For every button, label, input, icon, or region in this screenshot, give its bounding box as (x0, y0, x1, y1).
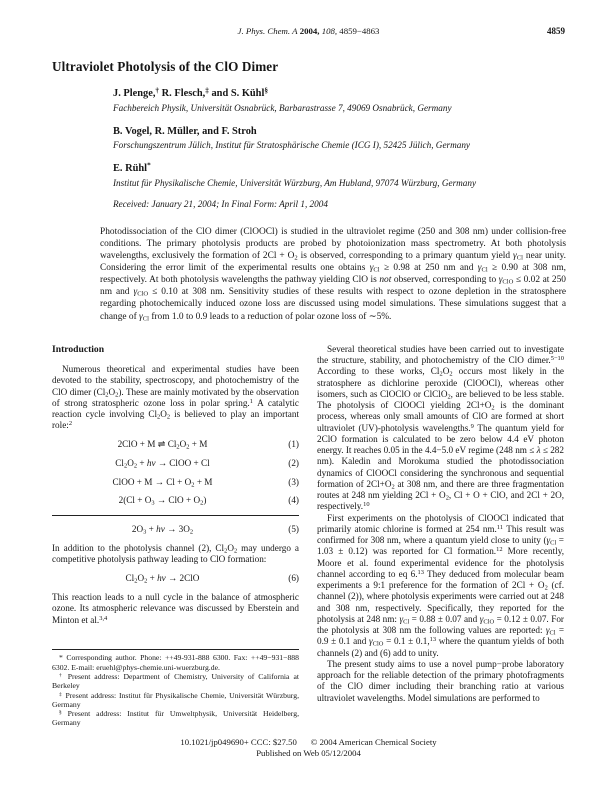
right-paragraph-3: The present study aims to use a novel pump−probe laboratory approach for the reliable detection of the primary photofragments of the ClO dimer including their branching ratio at various ultraviolet wavelengths. Model simulations are performed to (317, 658, 564, 703)
equation-5 (52, 524, 299, 535)
footer-doi-line (52, 737, 565, 749)
footnote-present-address-3: § Present address: Institut für Umweltphysik, Universität Heidelberg, Germany (52, 709, 299, 728)
footnote-present-address-1: † Present address: Department of Chemistry, University of California at Berkeley (52, 671, 299, 691)
left-column (52, 344, 299, 728)
author-affiliation: Fachbereich Physik, Universität Osnabrück, Barbarastrasse 7, 49069 Osnabrück, Germany (113, 102, 452, 113)
intro-paragraph-2: In addition to the photolysis channel (2), $Cl_2O_2$ may undergo a competitive photolysis pathway leading to ClO formation: (52, 542, 299, 564)
page-header (52, 26, 565, 38)
author-names: E. Rühl* (113, 161, 151, 174)
footnote-corresponding-author: * Corresponding author. Phone: ++49-931-888 6300. Fax: ++49−931−888 6302. E-mail: eruehl@phys-chemie.uni-wuerzburg.de. (52, 653, 299, 672)
footnote-rule (52, 649, 299, 650)
abstract: Photodissociation of the ClO dimer (ClOOCl) is studied in the ultraviolet regime (250 and 308 nm) under collision-free conditions. The primary photolysis products are probed by photoionization mass spectrometry. At both photolysis wavelengths, exclusively the formation of $2Cl + O_2$ is observed, corresponding to a primary quantum yield $\gamma_{Cl}$ near unity. Considering the error limit of the experimental results one obtains $\gamma_{Cl} \ge 0.98$ at 250 nm and $\gamma_{Cl} \ge 0.90$ at 308 nm, respectively. At both photolysis wavelengths the pathway yielding ClO is not observed, corresponding to $\gamma_{ClO} \le 0.02$ at 250 nm and $\gamma_{ClO} \le 0.10$ at 308 nm. Sensitivity studies of these results with respect to ozone depletion in the stratosphere regarding photochemically induced ozone loss are discussed using model simulations. These simulations suggest that a change of $\gamma_{Cl}$ from 1.0 to 0.9 leads to a reduction of polar ozone loss of ∼5%. (100, 226, 566, 323)
right-paragraph-2: First experiments on the photolysis of ClOOCl indicated that primarily atomic chlorine is formed at 254 nm.$^{11}$ This result was confirmed for 308 nm, where a quantum yield close to unity $(\gamma_{Cl} = 1.03 \pm 0.12)$ was reported for Cl formation.$^{12}$ More recently, Moore et al. found experimental evidence for the photolysis channel according to eq 6.13 They deduced from molecular beam experiments a 9:1 preference for the formation of $2Cl + O_2$ (cf. channel (2)), where photolysis experiments were carried out at 248 and 308 nm, respectively. Specifically, they reported for the photolysis at 248 nm: $\gamma_{Cl} = 0.88 \pm 0.07$ and $\gamma_{ClO} = 0.12 \pm 0.07$. For the photolysis at 308 nm the following values are reported: $\gamma_{Cl} = 0.9 \pm 0.1$ and $\gamma_{ClO} = 0.1 \pm 0.1,13$ where the quantum yields of both channels (2) and (6) add to unity. (317, 512, 564, 658)
section-heading-introduction: Introduction (52, 343, 105, 355)
footnote-block (52, 649, 299, 728)
intro-paragraph-1: Numerous theoretical and experimental studies have been devoted to the stability, spectroscopy, and photochemistry of the ClO dimer $(Cl_2O_2)$. These are mainly motivated by the observation of strong stratospheric ozone loss in polar spring.$^1$ A catalytic reaction cycle involving $Cl_2O_2$ is believed to play an important role:$^2$ (52, 364, 299, 431)
author-affiliation: Forschungszentrum Jülich, Institut für Stratosphärische Chemie (ICG I), 52425 Jülich, Germany (113, 140, 470, 150)
author-affiliation: Institut für Physikalische Chemie, Universität Würzburg, Am Hubland, 97074 Würzburg, Germany (113, 177, 477, 188)
author-block-3 (113, 163, 565, 188)
author-block-2 (113, 126, 565, 151)
equation-4 (52, 495, 299, 506)
right-paragraph-1: Several theoretical studies have been carried out to investigate the structure, stability, and photochemistry of the ClO dimer.$^{5-10}$ According to these works, $Cl_2O_2$ occurs most likely in the stratosphere as dichlorine peroxide (ClOOCl), whereas other isomers, such as ClOClO or ClClO$_2$, are believed to be less stable. The photolysis of ClOOCl yielding $2Cl+O_2$ is the dominant process, whereas only small amounts of ClO are formed at short ultraviolet (UV)-photolysis wavelengths.$^9$ The quantum yield for 2ClO formation is calculated to be zero below 4.4 eV photon energy. It reaches 0.05 in the 4.4−5.0 eV regime (248 nm ≤ λ ≤ 282 nm). Kaledin and Morokuma studied the photodissociation dynamics of ClOOCl considering the synchronous and sequential formation of $2Cl+O_2$ at 308 nm, and there are three fragmentation routes at 248 nm yielding $2Cl + O_2$, Cl + O + ClO, and 2Cl + 2O, respectively.$^{10}$ (317, 343, 564, 512)
equation-formula: $Cl_2O_2 + h\nu$ → ClOO + Cl (115, 457, 210, 470)
equation-formula: ClOO + $M \to Cl + O_2 + M$ (112, 476, 213, 489)
equation-number: (4) (288, 495, 299, 506)
equation-formula: $2O_3 + h\nu \to 3O_2$ (131, 523, 194, 536)
right-column (317, 344, 564, 728)
received-line: Received: January 21, 2004; In Final Form: April 1, 2004 (113, 198, 328, 209)
paper-title: Ultraviolet Photolysis of the ClO Dimer (52, 59, 279, 74)
equation-3 (52, 477, 299, 488)
page-footer (52, 737, 565, 760)
equation-number: (2) (288, 457, 299, 468)
footer-published-line: Published on Web 05/12/2004 (256, 748, 361, 759)
equation-1 (52, 439, 299, 450)
journal-reference (238, 26, 380, 36)
journal-year: 2004, (299, 26, 320, 36)
equation-2 (52, 458, 299, 469)
equation-formula: 2ClO + M ⇌ $Cl_2O_2 + M$ (117, 439, 208, 451)
equation-6 (52, 573, 299, 584)
equation-number: (6) (288, 572, 299, 583)
author-block-1 (113, 88, 565, 113)
journal-volume: 108, (321, 26, 338, 36)
two-column-body (52, 344, 565, 728)
equation-number: (1) (288, 439, 299, 449)
equation-number: (5) (288, 523, 299, 534)
intro-paragraph-3: This reaction leads to a null cycle in the balance of atmospheric ozone. Its atmospheric relevance was discussed by Eberstein and Minton et al.$^{3,4}$ (52, 592, 299, 625)
equation-number: (3) (288, 476, 299, 487)
net-reaction-rule (52, 515, 299, 516)
equation-formula: $Cl_2O_2 + h\nu \to 2ClO$ (125, 572, 200, 585)
footer-copyright: © 2004 American Chemical Society (310, 736, 437, 747)
footnote-present-address-2: ‡ Present address: Institut für Physikalische Chemie, Universität Würzburg, Germany (52, 690, 299, 709)
journal-name: J. Phys. Chem. A (237, 26, 298, 36)
footer-doi: 10.1021/jp049690+ CCC: $27.50 (180, 736, 297, 747)
author-names: B. Vogel, R. Müller, and F. Stroh (113, 125, 257, 137)
page-number: 4859 (547, 26, 565, 36)
author-names: J. Plenge,† R. Flesch,‡ and S. Kühl§ (113, 86, 268, 99)
journal-pages: 4859−4863 (339, 26, 380, 36)
equation-formula: $2(Cl + O_3$ → ClO + $O_2$) (118, 495, 207, 507)
